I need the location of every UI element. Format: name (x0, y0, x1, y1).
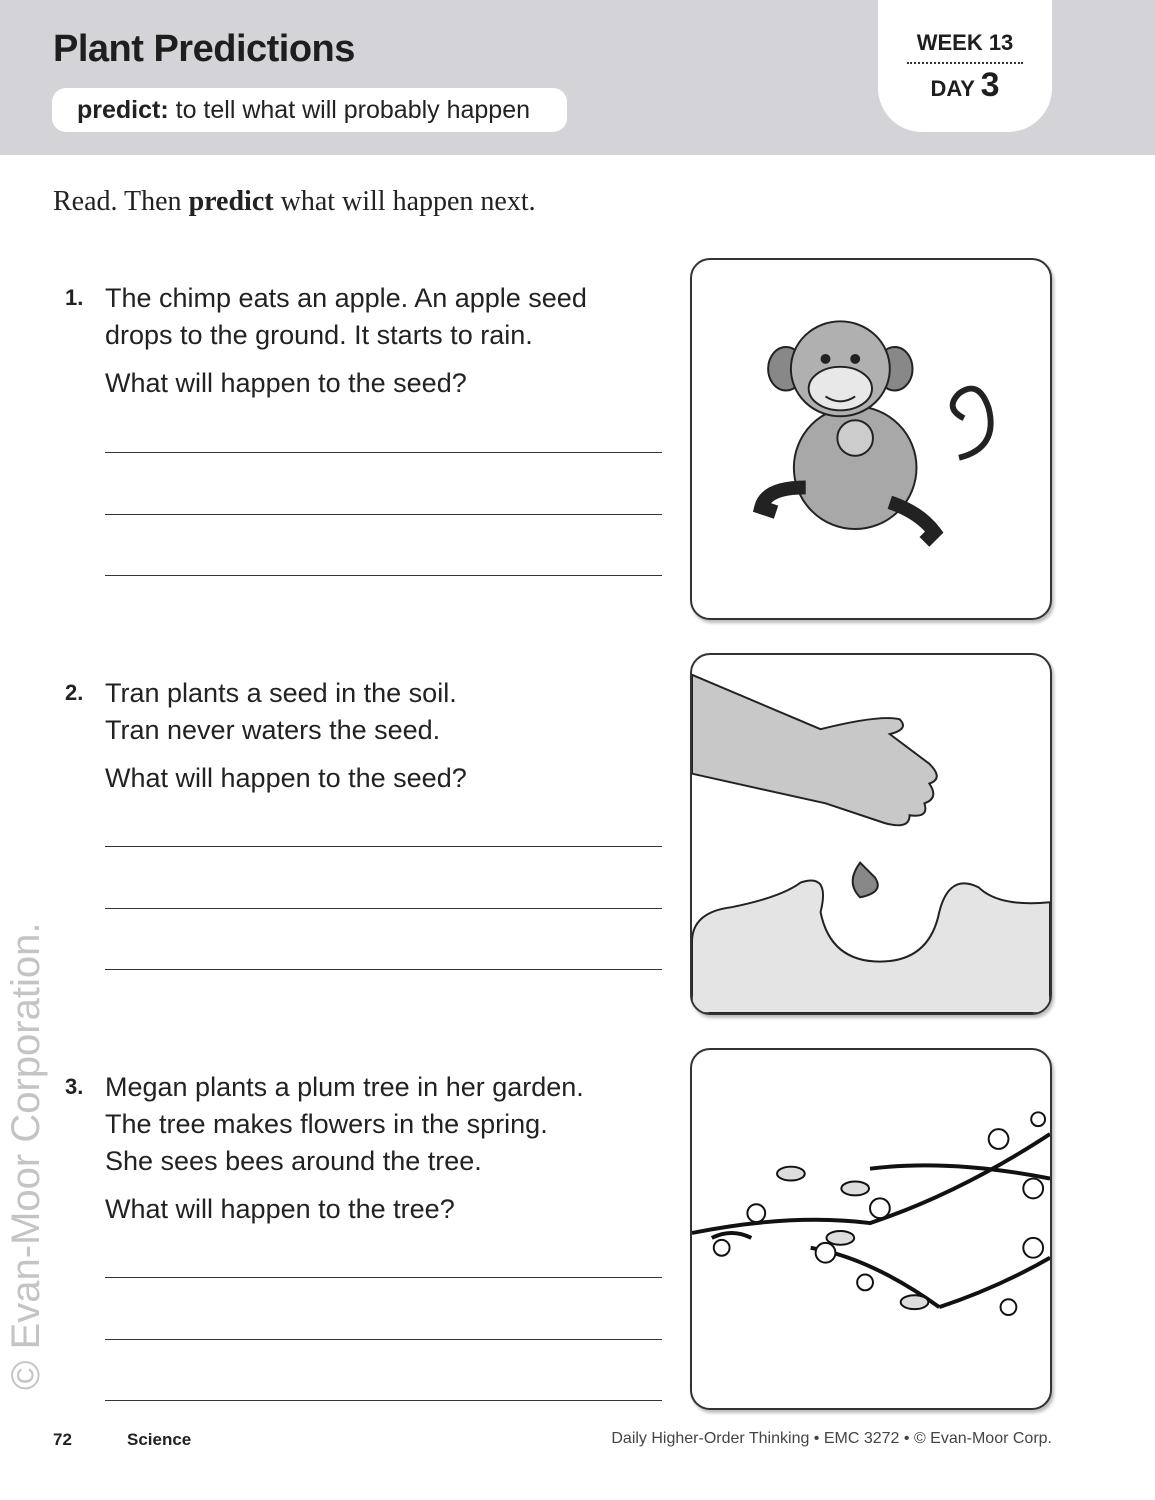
hand-seed-illustration (690, 653, 1052, 1015)
footer-credit: Daily Higher-Order Thinking • EMC 3272 • © Evan-Moor Corp. (611, 1430, 1052, 1447)
subject-label: Science (127, 1430, 192, 1449)
answer-line[interactable] (105, 1277, 662, 1278)
answer-line[interactable] (105, 1400, 662, 1401)
definition-text: to tell what will probably happen (168, 96, 531, 124)
definition-box (52, 88, 567, 132)
watermark: © Evan-Moor Corporation. (4, 922, 48, 1390)
chimp-illustration (690, 258, 1052, 620)
answer-line[interactable] (105, 908, 662, 909)
answer-line[interactable] (105, 452, 662, 453)
instructions: Read. Then predict what will happen next. (53, 186, 536, 217)
week-label: WEEK 13 (916, 30, 1014, 55)
answer-line[interactable] (105, 1339, 662, 1340)
answer-line[interactable] (105, 969, 662, 970)
question-prompt: What will happen to the seed? (105, 763, 467, 793)
bees-branch-illustration (690, 1048, 1052, 1410)
question-prompt: What will happen to the tree? (105, 1194, 455, 1224)
day-number: 3 (980, 66, 1000, 104)
answer-line[interactable] (105, 846, 662, 847)
dotted-divider (907, 62, 1023, 64)
question-prompt: What will happen to the seed? (105, 368, 467, 398)
answer-line[interactable] (105, 514, 662, 515)
definition-term: predict: (77, 96, 169, 124)
week-day-tab (878, 0, 1052, 132)
day-label: DAY 3 (930, 66, 1000, 104)
answer-line[interactable] (105, 575, 662, 576)
header-band (0, 0, 1155, 155)
page-title: Plant Predictions (53, 28, 355, 70)
page-number: 72 (53, 1430, 72, 1449)
